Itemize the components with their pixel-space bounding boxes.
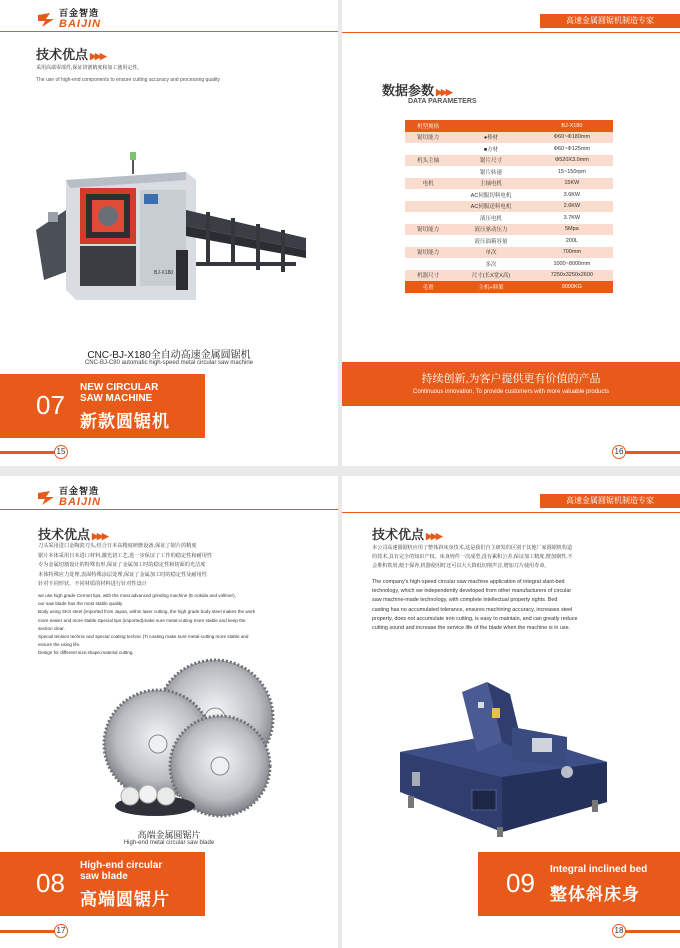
table-cell xyxy=(405,212,451,224)
caption-cn: 高端金属圆锯片 xyxy=(137,830,201,840)
table-row xyxy=(405,178,613,190)
en-line: we use high grade Cermet tips, with the most advanced grinding machine (E.nokida and vollmer), xyxy=(38,593,236,598)
en-line: more easier and more stable.Special tips (imported)make sure metal-cutting more stable and keep the xyxy=(38,617,246,623)
banner-cn: 高端圆锯片 xyxy=(80,890,170,909)
table-cell: 锯切能力 xyxy=(405,247,451,259)
page-15 xyxy=(0,0,338,466)
caption-cn: CNC-BJ-X180全自动高速金属圆锯机 xyxy=(87,350,251,361)
table-cell xyxy=(405,189,451,201)
en-line: section clear. xyxy=(38,625,65,631)
brand-cn: 百金智造 xyxy=(59,487,100,497)
table-row xyxy=(405,132,613,144)
saw-machine-image xyxy=(36,150,306,320)
table-cell: 9000KG xyxy=(531,281,613,293)
banner-cn: 整体斜床身 xyxy=(550,885,640,904)
divider xyxy=(0,31,338,32)
table-cell: 1000~8000mm xyxy=(531,258,613,270)
en-line: casting has no accumulated tolerance, ensures machining accuracy, increases steel xyxy=(372,606,573,613)
en-line: Design for different size,shape,material cutting. xyxy=(38,650,134,656)
slogan-en: Continuous innovation, To provide customers with more valuable products xyxy=(413,389,609,395)
table-cell: 多次 xyxy=(451,258,530,270)
cn-line: 刀头采用进口金陶瓷刀头,结合日本高精度研磨设备,保证了锯片的精度 xyxy=(38,543,197,549)
table-row xyxy=(405,247,613,259)
machine-label: BJ-X180 xyxy=(154,270,174,276)
page-number: 18 xyxy=(612,924,626,938)
section-banner xyxy=(0,374,205,438)
table-cell xyxy=(451,120,530,132)
cn-paragraph xyxy=(372,544,573,571)
table-cell: AC伺服切料电机 xyxy=(451,189,530,201)
footer-line xyxy=(622,451,680,454)
en-line: saw machine-made technology, with complete intellectual property rights. Bed xyxy=(372,597,558,604)
table-cell: 单次 xyxy=(451,247,530,259)
en-paragraph xyxy=(372,578,577,633)
saw-blades-image xyxy=(100,656,280,826)
divider xyxy=(0,509,338,510)
banner-en-line1: NEW CIRCULAR xyxy=(80,382,159,393)
table-cell: AC伺服送料电机 xyxy=(451,201,530,213)
caption-en: High-end metal circular saw blade xyxy=(123,840,215,846)
brand-mark-icon xyxy=(36,489,56,507)
banner-en: Integral inclined bed xyxy=(550,864,648,875)
table-cell: 主轴电机 xyxy=(451,178,530,190)
cn-line: 本公司高速圆锯机应用了整体斜床身技术,这是我们自主研发的区别于其他厂家圆锯机构造 xyxy=(372,545,573,551)
table-row xyxy=(405,155,613,167)
banner-en-line1: High-end circular xyxy=(80,860,163,871)
cn-line: 的技术,具有完全的知识产权。床身铸件一次成型,没有累积公差,保证加工精度,增加钢性,不 xyxy=(372,554,573,560)
table-cell: 2.6KW xyxy=(531,201,613,213)
table-cell xyxy=(405,235,451,247)
cn-line: 针对不同形状、不同材质的材料进行针对性设计 xyxy=(38,581,147,587)
page-16 xyxy=(342,0,680,466)
en-line: technology, which we independently developed from other manufacturers of circular xyxy=(372,588,572,595)
page-17 xyxy=(0,476,338,948)
caption-en: CNC-BJ-C80 automatic high-speed metal circular saw machine xyxy=(84,360,254,366)
table-cell: Φ60~Φ180mm xyxy=(531,132,613,144)
table-cell: 机头主轴 xyxy=(405,155,451,167)
table-row xyxy=(405,120,613,132)
brand-en: BAIJIN xyxy=(59,496,102,508)
table-cell: BJ-X180 xyxy=(531,120,613,132)
slogan-banner xyxy=(342,362,680,406)
table-cell: 主机+料架 xyxy=(451,281,530,293)
cn-bullets xyxy=(38,542,212,590)
table-cell: 电机 xyxy=(405,178,451,190)
brand-en: BAIJIN xyxy=(59,18,102,30)
table-cell: 液压油箱容量 xyxy=(451,235,530,247)
table-cell: 锯片转速 xyxy=(451,166,530,178)
table-cell: 3.6KW xyxy=(531,189,613,201)
table-row xyxy=(405,166,613,178)
table-row xyxy=(405,189,613,201)
table-row xyxy=(405,270,613,282)
banner-number: 08 xyxy=(36,868,65,898)
divider xyxy=(342,32,680,33)
banner-en-line2: SAW MACHINE xyxy=(80,393,153,404)
table-cell: 5Mpa xyxy=(531,224,613,236)
section-title: 数据参数 ▶▶▶ xyxy=(382,83,451,98)
en-line: Special tension technic and special coating technic (Ti coating make sure metal-cutting more stable and xyxy=(38,634,249,640)
table-row xyxy=(405,224,613,236)
en-line: Body using SKS steel (imported from Japan, within laser cutting, the high grade body steel makes the work xyxy=(38,609,256,615)
table-cell: 锯切能力 xyxy=(405,132,451,144)
table-cell: 200L xyxy=(531,235,613,247)
en-line: ensure the using life. xyxy=(38,642,81,648)
banner-number: 07 xyxy=(36,390,65,420)
table-cell xyxy=(405,166,451,178)
table-row xyxy=(405,143,613,155)
data-parameters-table xyxy=(405,120,613,293)
en-line: cutting sound and increase the service life of the blade when the machine is in use. xyxy=(372,625,571,632)
inclined-bed-image xyxy=(392,672,622,842)
table-row xyxy=(405,201,613,213)
table-cell: 15KW xyxy=(531,178,613,190)
table-cell: 机器尺寸 xyxy=(405,270,451,282)
table-cell: Φ60~Φ125mm xyxy=(531,143,613,155)
header-tag: 高速金属圆锯机制造专家 xyxy=(540,14,680,28)
table-cell: ■方材 xyxy=(451,143,530,155)
en-bullets xyxy=(38,592,255,658)
table-cell: 液压电机 xyxy=(451,212,530,224)
banner-number: 09 xyxy=(506,868,535,898)
table-cell: 尺寸(长X宽X高) xyxy=(451,270,530,282)
banner-cn: 新款圆锯机 xyxy=(80,412,170,431)
page-number: 15 xyxy=(54,445,68,459)
brand-logo xyxy=(36,10,101,30)
page-number: 16 xyxy=(612,445,626,459)
footer-line xyxy=(0,930,60,933)
section-title: 技术优点 ▶▶▶ xyxy=(38,527,107,542)
table-cell: 锯切能力 xyxy=(405,224,451,236)
divider xyxy=(342,512,680,513)
section-title: 技术优点 ▶▶▶ xyxy=(36,47,105,62)
table-cell: 毛重 xyxy=(405,281,451,293)
cn-line: 会堆积铁屑,便于保养,机器使用时还可以大大降低切削声音,增加刀片使用寿命。 xyxy=(372,563,550,569)
section-banner xyxy=(478,852,680,916)
brand-cn: 百金智造 xyxy=(59,9,100,19)
table-row xyxy=(405,258,613,270)
table-cell: 3.7KW xyxy=(531,212,613,224)
table-cell: 700mm xyxy=(531,247,613,259)
section-title: 技术优点 ▶▶▶ xyxy=(372,527,441,542)
page-18 xyxy=(342,476,680,948)
header-tag: 高速金属圆锯机制造专家 xyxy=(540,494,680,508)
cn-line: 本体特殊应力处理,表面特殊涂层处理,保证了金属加工时的稳定性及耐用性 xyxy=(38,571,207,578)
table-cell: 7250x3250x2600 xyxy=(531,270,613,282)
brand-mark-icon xyxy=(36,11,56,29)
table-cell xyxy=(405,258,451,270)
table-row xyxy=(405,235,613,247)
brand-logo xyxy=(36,488,101,508)
en-line: The company's high-speed circular saw machine application of integral slant-bed xyxy=(372,579,565,585)
page-number: 17 xyxy=(54,924,68,938)
section-banner xyxy=(0,852,205,916)
en-line: our saw blade has the most stable quality xyxy=(38,601,123,607)
en-line: property, does not accumulate iron cutting, is easy to maintain, and can greatly reduce xyxy=(372,615,578,622)
table-cell: 锯片尺寸 xyxy=(451,155,530,167)
table-row xyxy=(405,281,613,293)
table-cell: 15~150rpm xyxy=(531,166,613,178)
table-cell: ●棒材 xyxy=(451,132,530,144)
table-cell: 液压驱动压力 xyxy=(451,224,530,236)
footer-line xyxy=(0,451,60,454)
table-cell: Φ520X3.0mm xyxy=(531,155,613,167)
cn-desc: 采用高端零部件,保证切割精度和加工使用定性。 xyxy=(36,65,143,71)
table-cell: 机型规格 xyxy=(405,120,451,132)
section-subtitle: DATA PARAMETERS xyxy=(408,98,477,105)
footer-line xyxy=(622,930,680,933)
cn-line: 专为金属切割设计的特殊齿形,保证了金属加工时的稳定性和切面的光洁度 xyxy=(38,562,206,568)
cn-line: 锯片本体采用日本进口材料,激光切工艺,进一步保证了工作的稳定性和耐用性 xyxy=(38,552,213,559)
table-cell xyxy=(405,143,451,155)
table-cell xyxy=(405,201,451,213)
banner-en-line2: saw blade xyxy=(80,871,128,882)
slogan-cn: 持续创新,为客户提供更有价值的产品 xyxy=(421,373,601,385)
table-row xyxy=(405,212,613,224)
en-desc: The use of high-end components to ensure cutting accuracy and processing quality xyxy=(36,77,220,83)
